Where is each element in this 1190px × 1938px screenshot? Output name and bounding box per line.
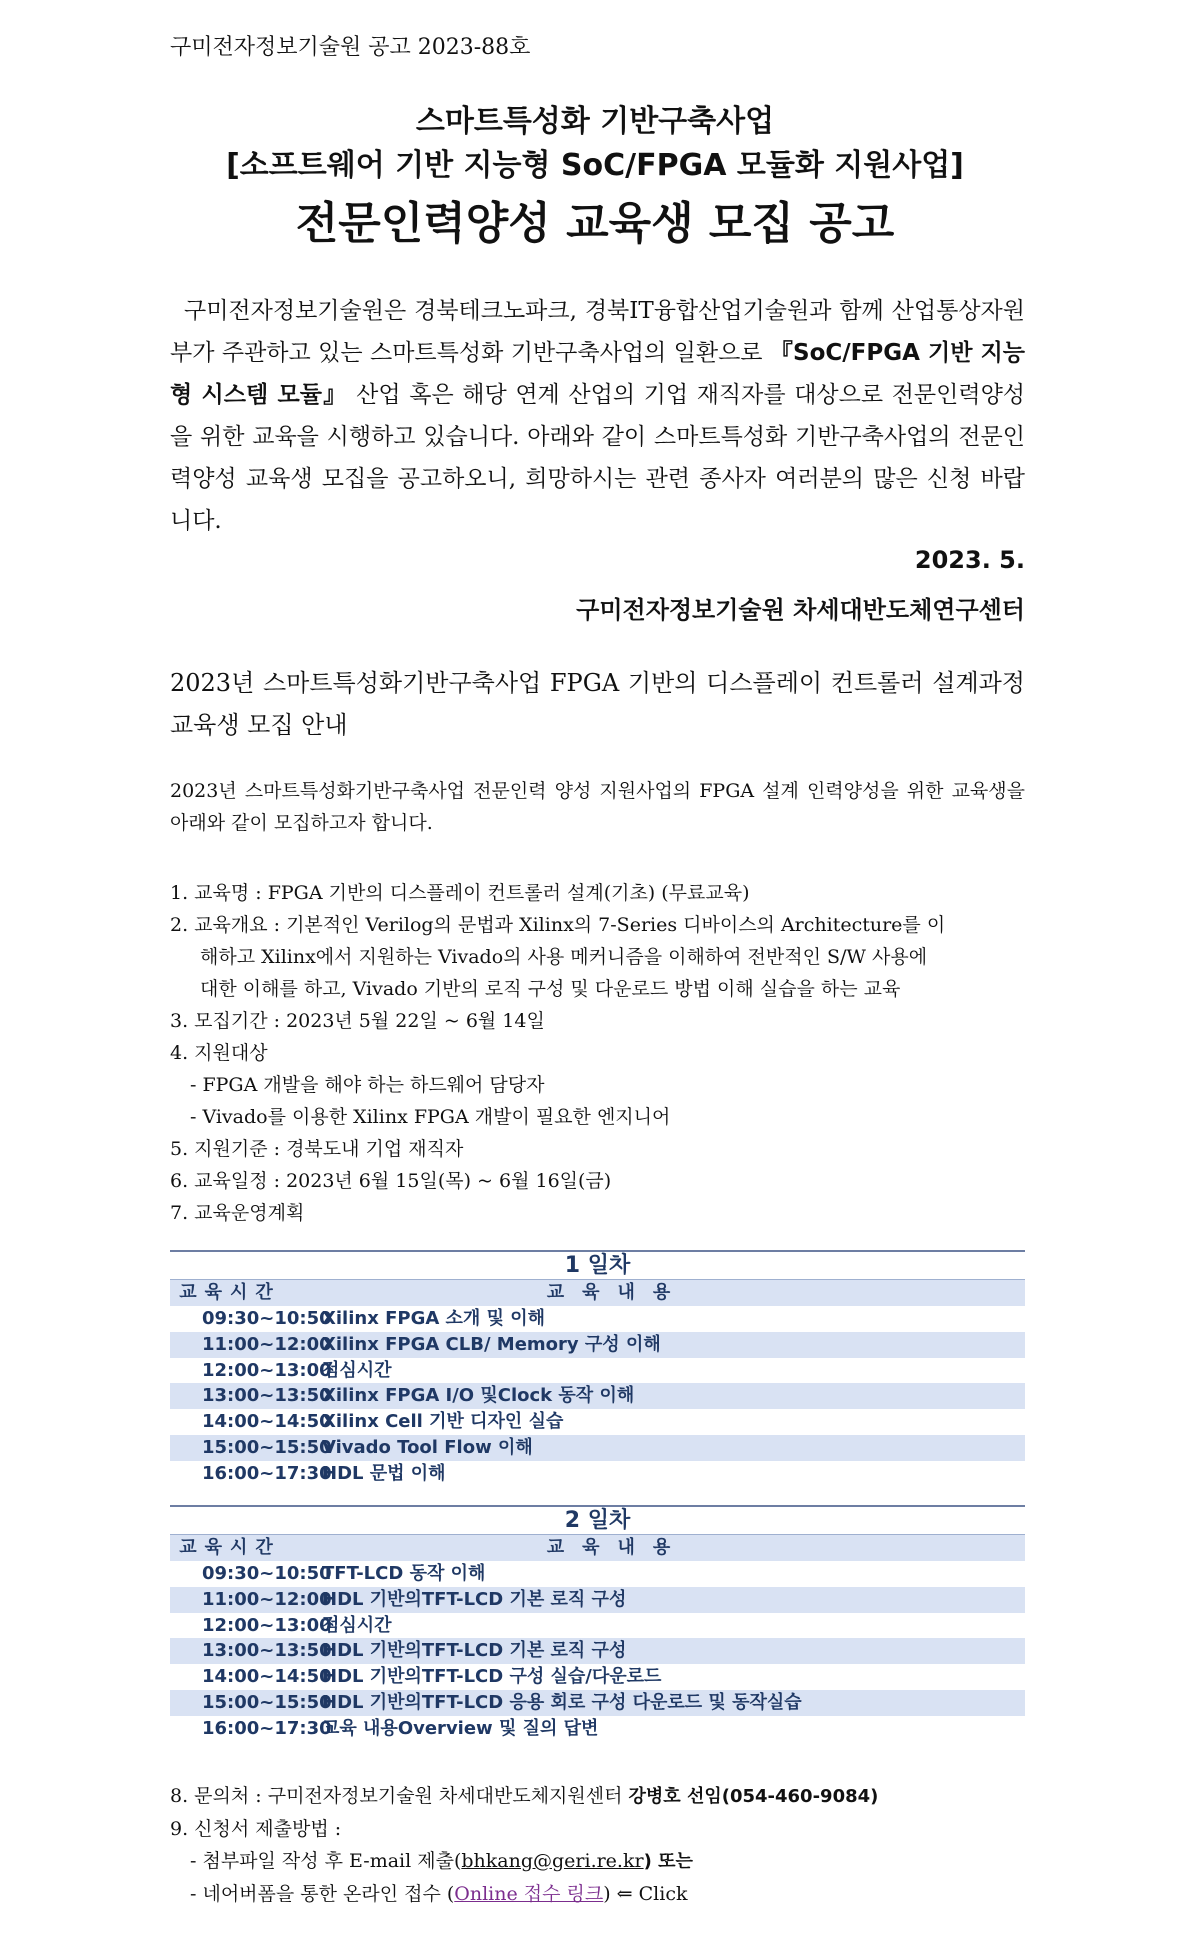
table-row: [170, 1306, 1025, 1332]
time-cell: 15:00~15:50: [202, 1691, 332, 1713]
table-row: [170, 1358, 1025, 1384]
time-cell: 12:00~13:00: [202, 1614, 332, 1636]
time-cell: 13:00~13:50: [202, 1385, 332, 1407]
list-item-period: 3. 모집기간 : 2023년 5월 22일 ~ 6월 14일: [170, 1010, 545, 1032]
time-cell: 11:00~12:00: [202, 1333, 332, 1355]
table-row: [170, 1383, 1025, 1409]
intro-text-2: 산업 혹은 해당 연계 산업의 기업 재직자를 대상으로 전문인력양성을 위한 교육을 시행하고 있습니다. 아래와 같이 스마트특성화 기반구축사업의 전문인력양성 교육생 모집을 공고하오니, 희망하시는 관련 종사자 여러분의 많은 신청 바랍니다.: [170, 382, 1026, 534]
content-cell: HDL 기반의TFT-LCD 응용 회로 구성 다운로드 및 동작실습: [322, 1691, 802, 1713]
column-header-time: 교육시간: [179, 1282, 281, 1303]
list-item-submission: 9. 신청서 제출방법 :: [170, 1818, 342, 1840]
title-line-1: 스마트특성화 기반구축사업: [415, 104, 775, 139]
notice-number: 구미전자정보기술원 공고 2023-88호: [170, 35, 531, 60]
online-apply-link[interactable]: Online 접수 링크: [454, 1883, 604, 1905]
guide-title: 2023년 스마트특성화기반구축사업 FPGA 기반의 디스플레이 컨트롤러 설계과정 교육생 모집 안내: [170, 669, 1025, 739]
inquiry-text: 8. 문의처 : 구미전자정보기술원 차세대반도체지원센터: [170, 1785, 629, 1807]
day-label: 1 일차: [170, 1250, 1025, 1279]
content-cell: Xilinx FPGA CLB/ Memory 구성 이해: [322, 1333, 661, 1355]
time-cell: 16:00~17:30: [202, 1462, 332, 1484]
column-header-content: 교육내용: [546, 1537, 689, 1558]
table-row: [170, 1690, 1025, 1716]
inquiry-contact: 강병호 선임(054-460-9084): [628, 1786, 879, 1807]
intro-paragraph: [170, 290, 1025, 542]
content-cell: HDL 기반의TFT-LCD 구성 실습/다운로드: [322, 1666, 662, 1688]
list-item-criteria: 5. 지원기준 : 경북도내 기업 재직자: [170, 1138, 464, 1160]
list-item-overview: 2. 교육개요 : 기본적인 Verilog의 문법과 Xilinx의 7-Series 디바이스의 Architecture를 이: [170, 914, 946, 936]
guide-lead: 2023년 스마트특성화기반구축사업 전문인력 양성 지원사업의 FPGA 설계 인력양성을 위한 교육생을 아래와 같이 모집하고자 합니다.: [170, 780, 1025, 834]
content-cell: HDL 기반의TFT-LCD 기본 로직 구성: [322, 1640, 627, 1662]
list-subitem: - Vivado를 이용한 Xilinx FPGA 개발이 필요한 엔지니어: [190, 1106, 671, 1128]
table-row: [170, 1716, 1025, 1742]
list-item-inquiry: [170, 1780, 1030, 1813]
content-cell: Xilinx FPGA I/O 및Clock 동작 이해: [322, 1385, 635, 1407]
table-row: [170, 1664, 1025, 1690]
schedule-table-day1: [170, 1250, 1025, 1487]
contact-section: [170, 1780, 1030, 1910]
intro-text-1: 구미전자정보기술원은 경북테크노파크, 경북IT융합산업기술원과 함께 산업통상자원부가 주관하고 있는 스마트특성화 기반구축사업의 일환으로: [170, 298, 1025, 366]
time-cell: 09:30~10:50: [202, 1563, 332, 1584]
time-cell: 15:00~15:50: [202, 1436, 332, 1458]
intro-highlight: 『SoC/FPGA 기반 지능형 시스템 모듈』: [170, 340, 1025, 408]
list-item-overview-cont: 해하고 Xilinx에서 지원하는 Vivado의 사용 메커니즘을 이해하여 전반적인 S/W 사용에: [200, 946, 928, 968]
list-item-overview-cont: 대한 이해를 하고, Vivado 기반의 로직 구성 및 다운로드 방법 이해 실습을 하는 교육: [200, 978, 901, 1000]
content-cell: 점심시간: [322, 1359, 392, 1381]
main-title: 전문인력양성 교육생 모집 공고: [295, 198, 895, 249]
table-row: [170, 1561, 1025, 1587]
table-row: [170, 1332, 1025, 1358]
content-cell: Xilinx Cell 기반 디자인 실습: [322, 1411, 564, 1433]
list-item-target: 4. 지원대상: [170, 1042, 268, 1064]
table-header: [170, 1534, 1025, 1561]
email-suffix: ) 또는: [643, 1851, 693, 1872]
notice-date: 2023. 5.: [914, 546, 1025, 574]
content-cell: TFT-LCD 동작 이해: [322, 1563, 486, 1584]
table-row: [170, 1587, 1025, 1613]
content-cell: HDL 기반의TFT-LCD 기본 로직 구성: [322, 1588, 627, 1610]
list-subitem: - FPGA 개발을 해야 하는 하드웨어 담당자: [190, 1074, 545, 1096]
table-header: [170, 1279, 1025, 1306]
time-cell: 12:00~13:00: [202, 1359, 332, 1381]
time-cell: 14:00~14:50: [202, 1411, 332, 1433]
list-subitem-online: [170, 1878, 1030, 1910]
online-suffix: ) ⇐ Click: [603, 1883, 688, 1905]
content-cell: HDL 문법 이해: [322, 1462, 446, 1484]
table-row: [170, 1461, 1025, 1487]
time-cell: 16:00~17:30: [202, 1717, 332, 1739]
title-block: [0, 100, 1190, 256]
table-row: [170, 1409, 1025, 1435]
schedule-table-day2: [170, 1505, 1025, 1742]
column-header-time: 교육시간: [179, 1537, 281, 1558]
table-row: [170, 1613, 1025, 1639]
content-cell: Vivado Tool Flow 이해: [322, 1436, 533, 1458]
content-cell: 점심시간: [322, 1614, 392, 1636]
list-item-plan: 7. 교육운영계획: [170, 1202, 305, 1224]
title-line-2: [소프트웨어 기반 지능형 SoC/FPGA 모듈화 지원사업]: [226, 148, 964, 183]
time-cell: 14:00~14:50: [202, 1666, 332, 1688]
email-text: - 첨부파일 작성 후 E-mail 제출(: [190, 1850, 462, 1872]
table-row: [170, 1435, 1025, 1461]
time-cell: 11:00~12:00: [202, 1588, 332, 1610]
day-label: 2 일차: [170, 1505, 1025, 1534]
email-link[interactable]: bhkang@geri.re.kr: [461, 1850, 644, 1872]
list-subitem-email: [170, 1845, 1030, 1878]
content-cell: Xilinx FPGA 소개 및 이해: [322, 1308, 546, 1329]
info-list: [170, 877, 1030, 1229]
list-item-schedule: 6. 교육일정 : 2023년 6월 15일(목) ~ 6월 16일(금): [170, 1170, 612, 1192]
time-cell: 09:30~10:50: [202, 1308, 332, 1329]
time-cell: 13:00~13:50: [202, 1640, 332, 1662]
issuing-org: 구미전자정보기술원 차세대반도체연구센터: [576, 596, 1025, 624]
content-cell: 교육 내용Overview 및 질의 답변: [322, 1717, 599, 1739]
table-row: [170, 1638, 1025, 1664]
online-text: - 네어버폼을 통한 온라인 접수 (: [190, 1883, 455, 1905]
list-item-course-name: 1. 교육명 : FPGA 기반의 디스플레이 컨트롤러 설계(기초) (무료교육): [170, 882, 750, 904]
column-header-content: 교육내용: [546, 1282, 689, 1303]
